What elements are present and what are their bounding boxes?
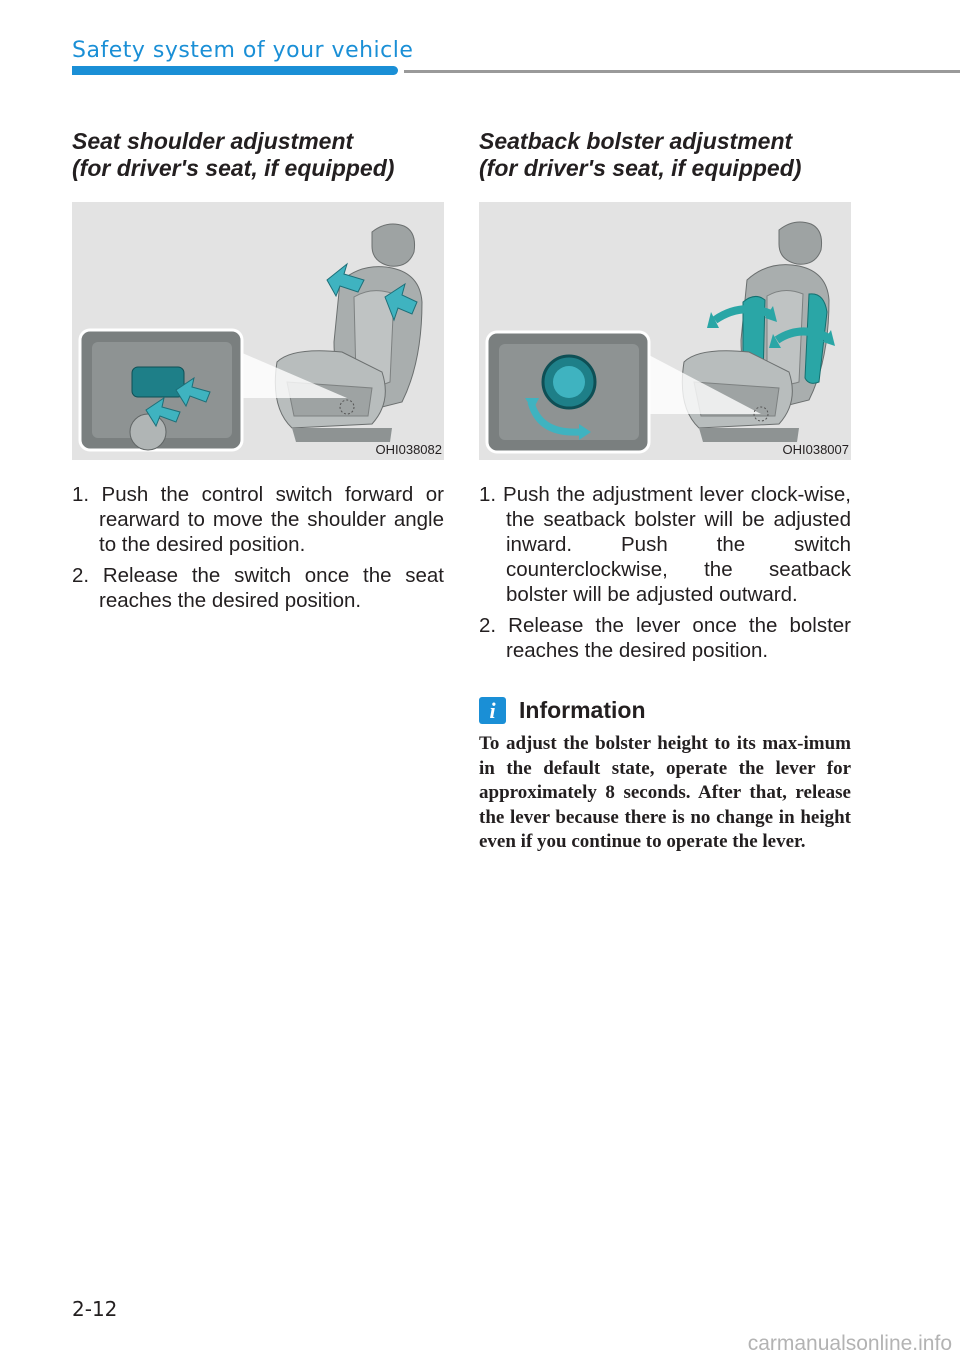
left-column <box>72 128 444 619</box>
step-item: 1. Push the control switch forward or rearward to move the shoulder angle to the desired position. <box>72 483 444 556</box>
seat-shoulder-illustration <box>72 202 444 460</box>
header-rule <box>404 70 960 73</box>
heading-line-1: Seat shoulder adjustment <box>72 128 354 154</box>
figure-code: OHI038007 <box>782 442 849 457</box>
right-column <box>479 128 851 855</box>
seatback-bolster-steps <box>479 482 851 663</box>
information-body: To adjust the bolster height to its max-imum in the default state, operate the lever for approximately 8 seconds. After that, release the lever because there is no change in height even if you continue to operate the lever. <box>479 733 851 853</box>
heading-line-2: (for driver's seat, if equipped) <box>72 155 395 181</box>
figure-code: OHI038082 <box>375 442 442 457</box>
heading-line-2: (for driver's seat, if equipped) <box>479 155 802 181</box>
watermark: carmanualsonline.info <box>747 1332 952 1355</box>
heading-line-1: Seatback bolster adjustment <box>479 128 793 154</box>
seat-shoulder-steps <box>72 482 444 613</box>
section-header-title: Safety system of your vehicle <box>72 38 414 63</box>
page-number: 2-12 <box>72 1297 118 1321</box>
seatback-bolster-heading <box>479 128 851 182</box>
header-accent-bar <box>72 66 398 75</box>
step-item: 2. Release the lever once the bolster reaches the desired position. <box>479 614 851 662</box>
information-header <box>479 697 851 724</box>
information-title: Information <box>519 697 646 723</box>
seat-shoulder-heading <box>72 128 444 182</box>
step-item: 1. Push the adjustment lever clock-wise, the seatback bolster will be adjusted inward. Push the switch counterclockwise, the seatback bolster will be adjusted outward. <box>479 483 851 606</box>
step-item: 2. Release the switch once the seat reaches the desired position. <box>72 564 444 612</box>
seatback-bolster-illustration <box>479 202 851 460</box>
info-icon: i <box>479 697 506 724</box>
